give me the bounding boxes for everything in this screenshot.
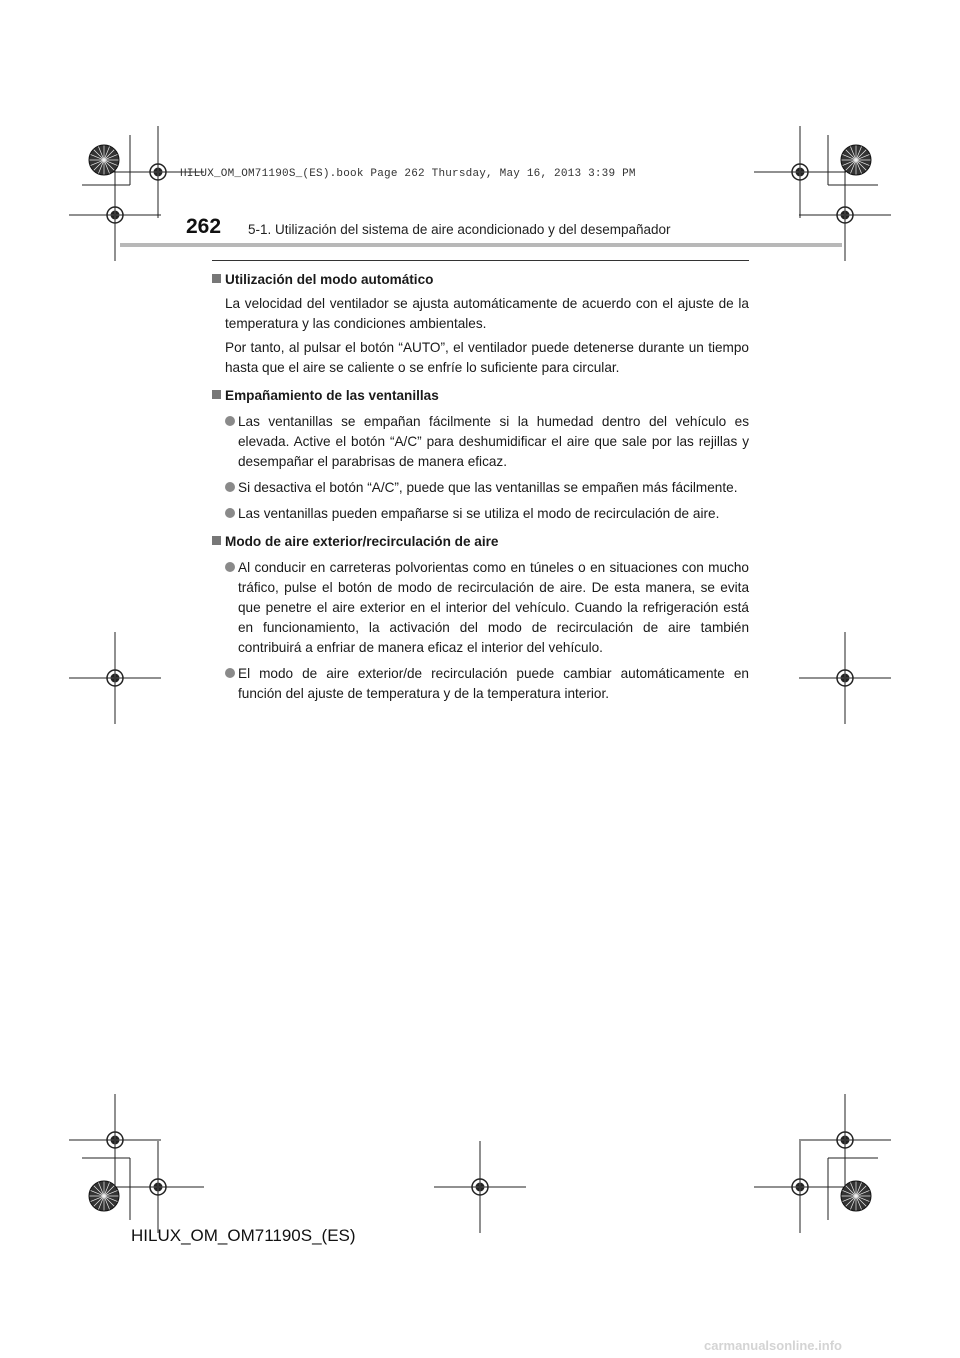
section-heading	[212, 532, 749, 552]
section-heading-text: Modo de aire exterior/recirculación de aire	[225, 534, 499, 549]
round-bullet-icon	[225, 482, 235, 492]
section-window-fogging	[212, 386, 749, 524]
section-heading-text: Utilización del modo automático	[225, 272, 434, 287]
bullet-item	[225, 478, 749, 498]
content-rule	[212, 260, 749, 261]
bullet-item	[225, 412, 749, 472]
bullet-text: Las ventanillas pueden empañarse si se utiliza el modo de recirculación de aire.	[238, 506, 720, 521]
bullet-item	[225, 558, 749, 658]
section-heading	[212, 386, 749, 406]
page-number: 262	[186, 215, 222, 238]
bullet-text: Al conducir en carreteras polvorientas como en túneles o en situaciones con mucho tráfico, pulse el botón de modo de recirculación de aire. De esta manera, se evita que penetre el aire exterior en el interior del vehículo. Cuando la refrigeración está en funcionamiento, la activación del modo de recirculación de aire también contribuirá a enfriar de manera eficaz el interior del vehículo.	[238, 560, 749, 655]
round-bullet-icon	[225, 508, 235, 518]
watermark: carmanualsonline.info	[704, 1338, 842, 1353]
section-air-mode	[212, 532, 749, 704]
square-bullet-icon	[212, 536, 221, 545]
document-code: HILUX_OM_OM71190S_(ES)	[131, 1226, 356, 1245]
bullet-item	[225, 504, 749, 524]
square-bullet-icon	[212, 274, 221, 283]
bullet-text: El modo de aire exterior/de recirculación puede cambiar automáticamente en función del ajuste de temperatura y de la temperatura interior.	[238, 666, 749, 701]
paragraph: La velocidad del ventilador se ajusta automáticamente de acuerdo con el ajuste de la temperatura y las condiciones ambientales.	[225, 296, 749, 331]
section-title: 5-1. Utilización del sistema de aire acondicionado y del desempañador	[248, 222, 671, 237]
round-bullet-icon	[225, 416, 235, 426]
bullet-text: Si desactiva el botón “A/C”, puede que las ventanillas se empañen más fácilmente.	[238, 480, 738, 495]
section-auto-mode	[212, 270, 749, 378]
book-info-slug: HILUX_OM_OM71190S_(ES).book Page 262 Thursday, May 16, 2013 3:39 PM	[180, 168, 636, 180]
page-content	[212, 270, 749, 712]
bullet-text: Las ventanillas se empañan fácilmente si la humedad dentro del vehículo es elevada. Active el botón “A/C” para deshumidificar el aire que sale por las rejillas y desempañar el parabrisas de manera eficaz.	[238, 414, 749, 469]
round-bullet-icon	[225, 668, 235, 678]
bullet-item	[225, 664, 749, 704]
square-bullet-icon	[212, 390, 221, 399]
section-heading-text: Empañamiento de las ventanillas	[225, 388, 439, 403]
round-bullet-icon	[225, 562, 235, 572]
section-heading	[212, 270, 749, 290]
header-rule	[120, 243, 842, 247]
paragraph: Por tanto, al pulsar el botón “AUTO”, el ventilador puede detenerse durante un tiempo hasta que el aire se caliente o se enfríe lo suficiente para circular.	[225, 340, 749, 375]
